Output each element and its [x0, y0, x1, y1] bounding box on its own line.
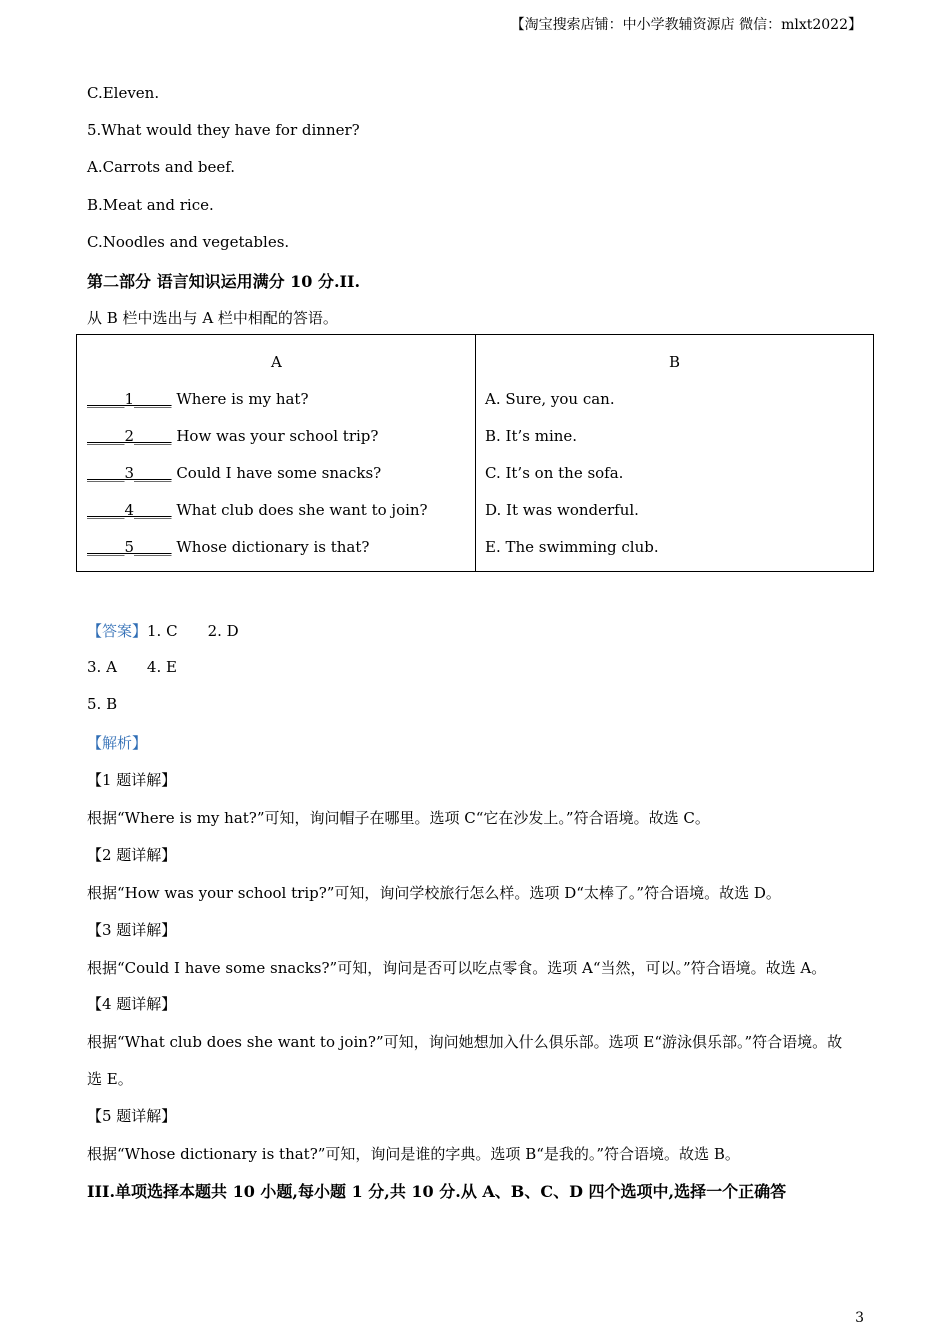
answer-4: 4. E: [146, 658, 177, 676]
option-b-a: A. Sure, you can.: [485, 390, 615, 408]
answer-5: 5. B: [87, 695, 118, 713]
question-5-stem: 5.What would they have for dinner?: [87, 121, 360, 139]
analysis-3-title: 【3 题详解】: [87, 921, 177, 939]
answer-3: 3. A: [87, 658, 117, 676]
part-3-heading: III.单项选择本题共 10 小题,每小题 1 分,共 10 分.从 A、B、C、D 四个选项中,选择一个正确答: [87, 1182, 787, 1201]
analysis-3-text: 根据“Could I have some snacks?”可知，询问是否可以吃点零食。选项 A“当然，可以。”符合语境。故选 A。: [87, 959, 827, 977]
column-b-header: B: [669, 353, 681, 371]
table-row: [87, 464, 381, 482]
analysis-2-title: 【2 题详解】: [87, 846, 177, 864]
question-5-option-c: C.Noodles and vegetables.: [87, 233, 290, 251]
analysis-2-text: 根据“How was your school trip?”可知，询问学校旅行怎么样。选项 D“太棒了。”符合语境。故选 D。: [87, 884, 781, 902]
question-a-5: Whose dictionary is that?: [176, 538, 370, 556]
part-2-heading: 第二部分 语言知识运用满分 10 分.II.: [87, 272, 361, 291]
question-a-3: Could I have some snacks?: [176, 464, 382, 482]
analysis-label: 【解析】: [87, 734, 148, 752]
column-a-header: A: [271, 353, 282, 371]
table-row: [87, 427, 378, 445]
answer-blank-1[interactable]: _____1_____: [87, 390, 172, 408]
question-5-option-a: A.Carrots and beef.: [87, 158, 236, 176]
answer-blank-5[interactable]: _____5_____: [87, 538, 172, 556]
table-row: [87, 501, 428, 519]
analysis-4-text-cont: 选 E。: [87, 1070, 133, 1088]
answer-blank-3[interactable]: _____3_____: [87, 464, 172, 482]
analysis-4-title: 【4 题详解】: [87, 995, 177, 1013]
page-number: 3: [855, 1310, 864, 1326]
question-5-option-b: B.Meat and rice.: [87, 196, 214, 214]
table-row: [87, 390, 309, 408]
answer-1: 1. C: [147, 622, 178, 640]
page-header: 【淘宝搜索店铺：中小学教辅资源店 微信：mlxt2022】: [510, 17, 862, 33]
table-divider: [475, 335, 476, 571]
answer-blank-4[interactable]: _____4_____: [87, 501, 172, 519]
analysis-1-title: 【1 题详解】: [87, 771, 177, 789]
question-a-1: Where is my hat?: [176, 390, 309, 408]
analysis-5-text: 根据“Whose dictionary is that?”可知，询问是谁的字典。选项 B“是我的。”符合语境。故选 B。: [87, 1145, 740, 1163]
answers-line-2: [87, 658, 177, 676]
option-b-c: C. It’s on the sofa.: [485, 464, 624, 482]
option-c-prev: C.Eleven.: [87, 84, 160, 102]
matching-table: [76, 334, 874, 572]
analysis-1-text: 根据“Where is my hat?”可知，询问帽子在哪里。选项 C“它在沙发上。”符合语境。故选 C。: [87, 809, 710, 827]
question-a-2: How was your school trip?: [176, 427, 379, 445]
answer-blank-2[interactable]: _____2_____: [87, 427, 172, 445]
option-b-e: E. The swimming club.: [485, 538, 659, 556]
table-row: [87, 538, 369, 556]
option-b-b: B. It’s mine.: [485, 427, 578, 445]
answers-line-1: [87, 620, 239, 641]
analysis-4-text: 根据“What club does she want to join?”可知，询问她想加入什么俱乐部。选项 E“游泳俱乐部。”符合语境。故: [87, 1033, 843, 1051]
question-a-4: What club does she want to join?: [176, 501, 428, 519]
analysis-5-title: 【5 题详解】: [87, 1107, 177, 1125]
answers-label: 【答案】: [87, 622, 148, 640]
part-2-instruction: 从 B 栏中选出与 A 栏中相配的答语。: [87, 309, 338, 327]
option-b-d: D. It was wonderful.: [485, 501, 639, 519]
answer-2: 2. D: [207, 622, 239, 640]
